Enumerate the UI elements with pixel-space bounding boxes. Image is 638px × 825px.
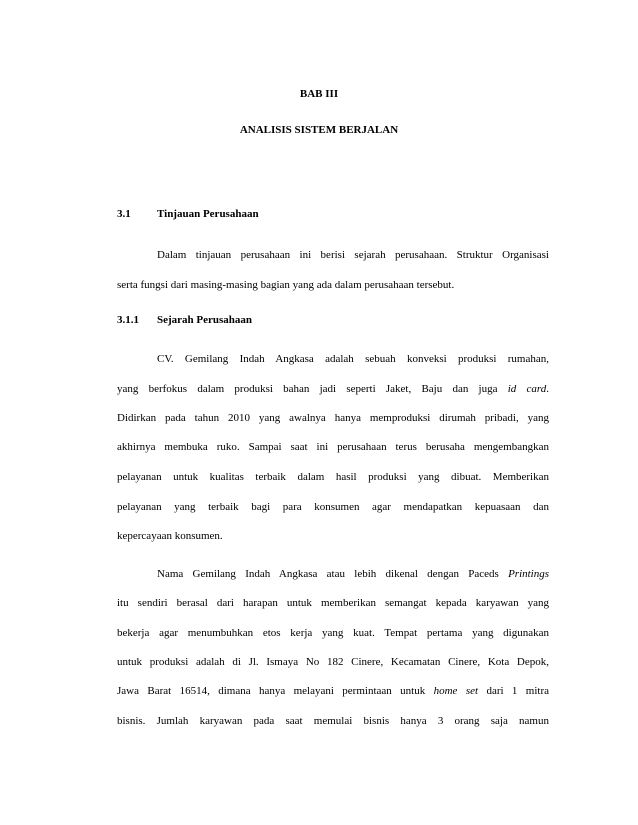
paragraph-line: CV. Gemilang Indah Angkasa adalah sebuah konveksi produksi rumahan, (157, 353, 549, 365)
paragraph-line (157, 567, 549, 581)
paragraph-line: Dalam tinjauan perusahaan ini berisi sejarah perusahaan. Struktur Organisasi (157, 249, 549, 261)
text-run: Jawa Barat 16514, dimana hanya melayani permintaan untuk (117, 685, 426, 697)
paragraph-line (117, 382, 549, 396)
paragraph-line: serta fungsi dari masing-masing bagian yang ada dalam perusahaan tersebut. (117, 279, 455, 291)
italic-term: home set (433, 685, 479, 697)
text-run: Nama Gemilang Indah Angkasa atau lebih dikenal dengan Paceds (157, 568, 499, 580)
paragraph-line: Didirkan pada tahun 2010 yang awalnya hanya memproduksi dirumah pribadi, yang (117, 412, 549, 424)
text-run: . (546, 383, 550, 395)
section-heading-3-1-1 (117, 314, 252, 326)
chapter-number: BAB III (299, 88, 339, 100)
section-number: 3.1.1 (117, 314, 139, 326)
text-run: yang berfokus dalam produksi bahan jadi seperti Jaket, Baju dan juga (117, 383, 498, 395)
section-heading-3-1 (117, 208, 259, 220)
italic-term: id card (507, 383, 547, 395)
paragraph-line: kepercayaan konsumen. (117, 530, 223, 542)
paragraph-line: akhirnya membuka ruko. Sampai saat ini perusahaan terus berusaha mengembangkan (117, 441, 549, 453)
paragraph-line: pelayanan untuk kualitas terbaik dalam hasil produksi yang dibuat. Memberikan (117, 471, 549, 483)
section-title: Tinjauan Perusahaan (157, 208, 259, 220)
italic-term: Printings (508, 568, 550, 580)
paragraph-line: itu sendiri berasal dari harapan untuk memberikan semangat kepada karyawan yang (117, 597, 549, 609)
chapter-title: ANALISIS SISTEM BERJALAN (239, 124, 399, 136)
text-run: dari 1 mitra (486, 685, 550, 697)
paragraph-line: pelayanan yang terbaik bagi para konsumen agar mendapatkan kepuasaan dan (117, 501, 549, 513)
paragraph-line: bisnis. Jumlah karyawan pada saat memulai bisnis hanya 3 orang saja namun (117, 715, 549, 727)
section-title: Sejarah Perusahaan (157, 314, 253, 326)
paragraph-line: untuk produksi adalah di Jl. Ismaya No 182 Cinere, Kecamatan Cinere, Kota Depok, (117, 656, 549, 668)
paragraph-line (117, 684, 549, 698)
paragraph-line: bekerja agar menumbuhkan etos kerja yang kuat. Tempat pertama yang digunakan (117, 627, 549, 639)
section-number: 3.1 (117, 208, 131, 220)
